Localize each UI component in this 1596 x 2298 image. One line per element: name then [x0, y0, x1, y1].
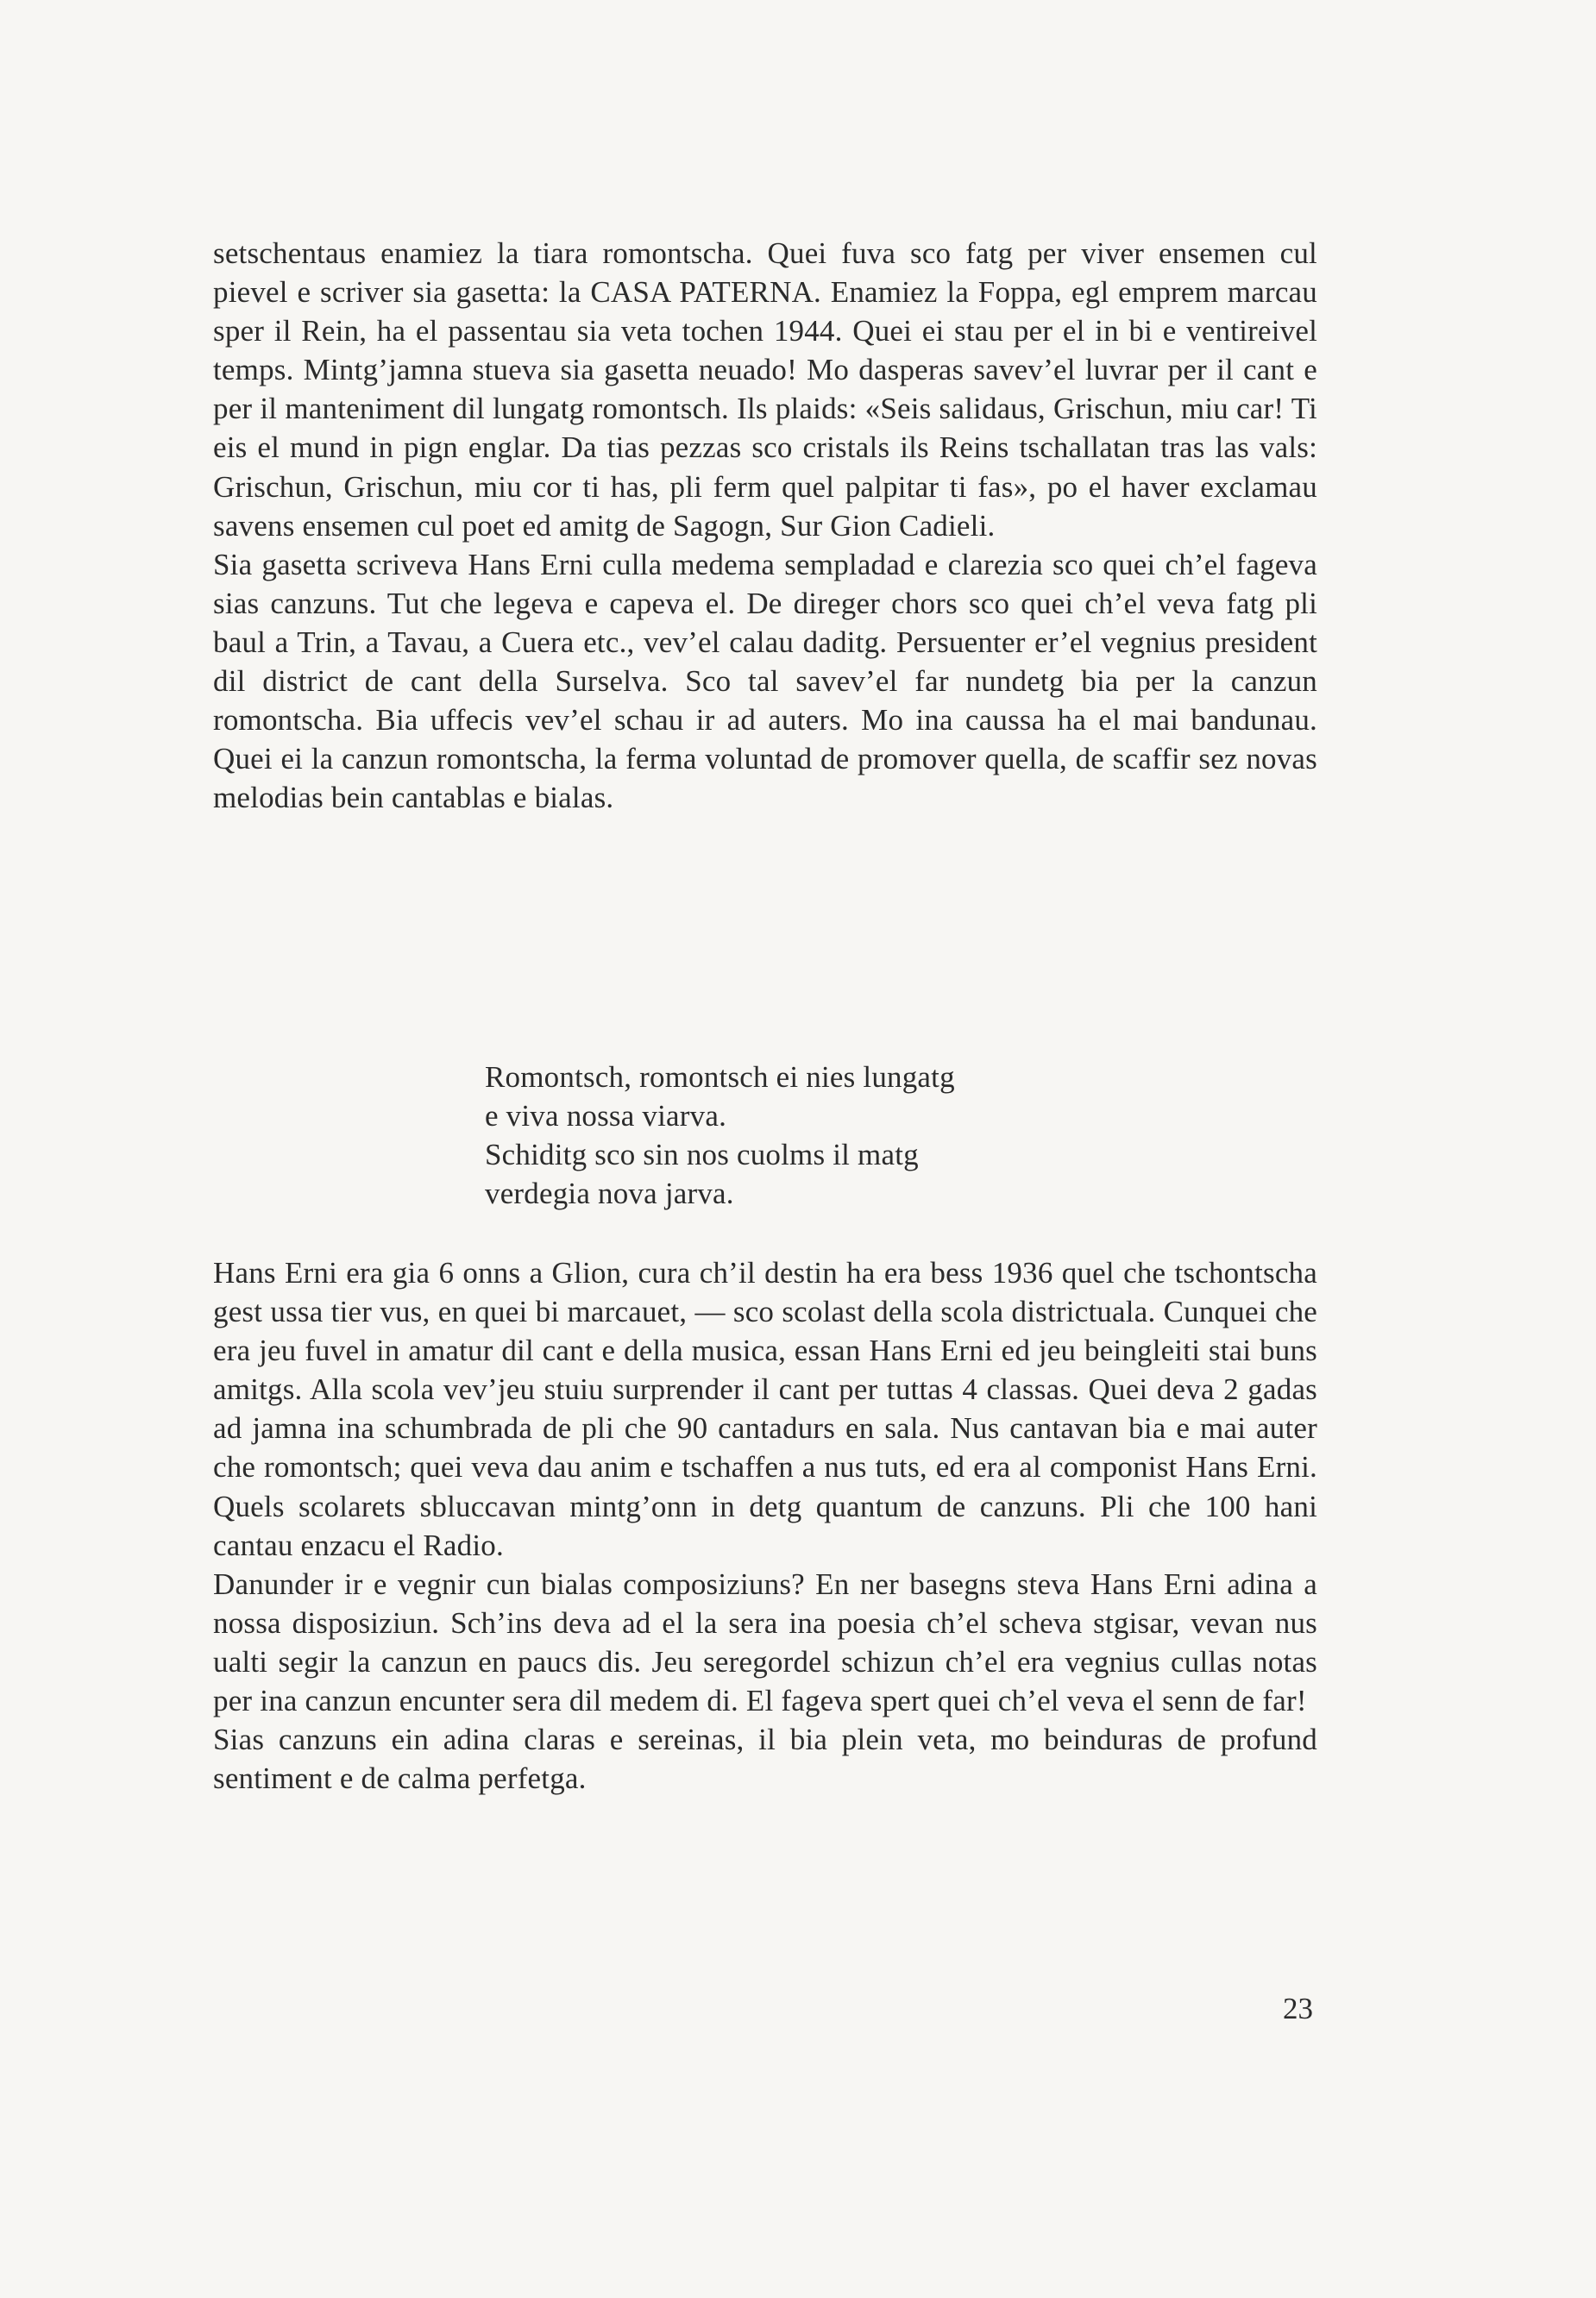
paragraph: Hans Erni era gia 6 onns a Glion, cura ch’il destin ha era bess 1936 quel che tschontscha gest ussa tier vus, en quei bi marcauet, — sco scolast della scola districtuala. Cunquei che era jeu fuvel in amatur dil cant e della musica, essan Hans Erni ed jeu beingleiti stai buns amitgs. Alla scola vev’jeu stuiu surprender il cant per tuttas 4 classas. Quei deva 2 gadas ad jamna ina schumbrada de pli che 90 cantadurs en sala. Nus cantavan bia e mai auter che romontsch; quei veva dau anim e tschaffen a nus tuts, ed era al componist Hans Erni. Quels scolarets sbluccavan mintg’onn in detg quantum de canzuns. Pli che 100 hani cantau enzacu el Radio.	[213, 1256, 1317, 1562]
poem-line: Schiditg sco sin nos cuolms il matg	[485, 1138, 919, 1171]
text-block-top	[213, 234, 1317, 817]
text-block-bottom	[213, 1253, 1317, 1798]
poem-line: e viva nossa viarva.	[485, 1099, 727, 1133]
poem-line: verdegia nova jarva.	[485, 1177, 734, 1210]
paragraph: Sia gasetta scriveva Hans Erni culla medema sempladad e clarezia sco quei ch’el fageva sias canzuns. Tut che legeva e capeva el. De direger chors sco quei ch’el veva fatg pli baul a Trin, a Tavau, a Cuera etc., vev’el calau daditg. Persuenter er’el vegnius president dil district de cant della Surselva. Sco tal savev’el far nundetg bia per la canzun romontscha. Bia uffecis vev’el schau ir ad auters. Mo ina caussa ha el mai bandunau. Quei ei la canzun romontscha, la ferma voluntad de promover quella, de scaffir sez novas melodias bein cantablas e bialas.	[213, 547, 1317, 815]
paragraph: Sias canzuns ein adina claras e sereinas, il bia plein veta, mo beinduras de profund sentiment e de calma perfetga.	[213, 1723, 1317, 1796]
paragraph: Danunder ir e vegnir cun bialas composiziuns? En ner basegns steva Hans Erni adina a nossa disposiziun. Sch’ins deva ad el la sera ina poesia ch’el scheva stgisar, vevan nus ualti segir la canzun en paucs dis. Jeu seregordel schizun ch’el era vegnius cullas notas per ina canzun encunter sera dil medem di. El fageva spert quei ch’el veva el senn de far!	[213, 1567, 1317, 1718]
page-number: 23	[1283, 1992, 1313, 2025]
poem-line: Romontsch, romontsch ei nies lungatg	[485, 1060, 955, 1094]
paragraph: setschentaus enamiez la tiara romontscha. Quei fuva sco fatg per viver ensemen cul pievel e scriver sia gasetta: la CASA PATERNA. Enamiez la Foppa, egl emprem marcau sper il Rein, ha el passentau sia veta tochen 1944. Quei ei stau per el in bi e ventireivel temps. Mintg’jamna stueva sia gasetta neuado! Mo dasperas savev’el luvrar per il cant e per il manteniment dil lungatg romontsch. Ils plaids: «Seis salidaus, Grischun, miu car! Ti eis el mund in pign englar. Da tias pezzas sco cristals ils Reins tschallatan tras las vals: Grischun, Grischun, miu cor ti has, pli ferm quel palpitar ti fas», po el haver exclamau savens ensemen cul poet ed amitg de Sagogn, Sur Gion Cadieli.	[213, 236, 1317, 543]
poem-stanza	[485, 1058, 955, 1213]
